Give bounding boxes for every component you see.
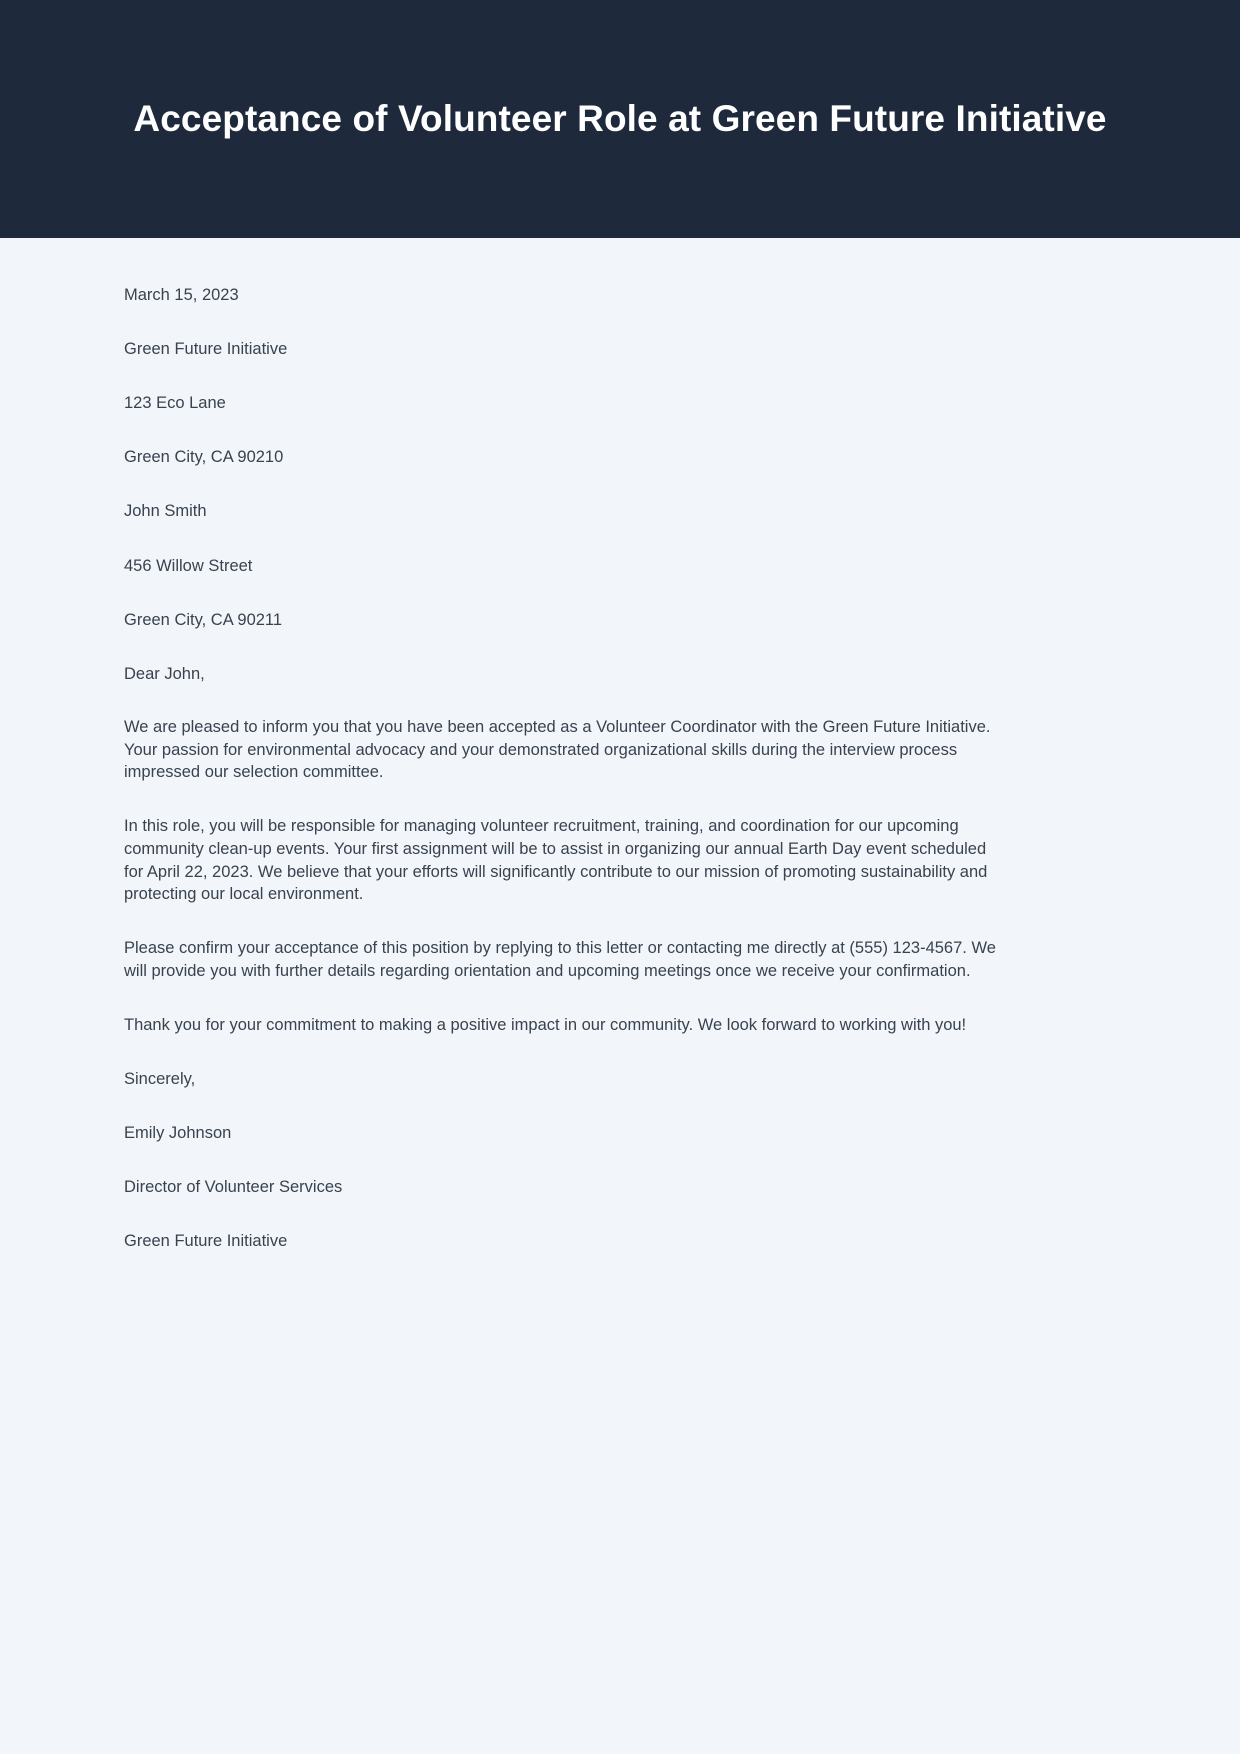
recipient-city-state-zip: Green City, CA 90211 bbox=[124, 610, 283, 629]
letter-paragraph-2: In this role, you will be responsible for managing volunteer recruitment, training, and coordination for our upcoming community clean-up events. Your first assignment will be to assist in organizing our annual Earth Day event scheduled for April 22, 2023. We believe that your efforts will significantly contribute to our mission of promoting sustainability and protecting our local environment. bbox=[124, 817, 988, 904]
letter-paragraph-3: Please confirm your acceptance of this position by replying to this letter or contacting me directly at (555) 123-4567. We will provide you with further details regarding orientation and upcoming meetings once we receive your confirmation. bbox=[124, 939, 996, 980]
document-header-band bbox=[0, 0, 1240, 238]
letter-paragraph-4: Thank you for your commitment to making a positive impact in our community. We look forward to working with you! bbox=[124, 1015, 967, 1034]
sender-organization: Green Future Initiative bbox=[124, 340, 288, 359]
letter-content bbox=[124, 284, 1004, 1252]
letter-date: March 15, 2023 bbox=[124, 286, 239, 304]
signature-organization: Green Future Initiative bbox=[124, 1231, 288, 1250]
letter-closing: Sincerely, bbox=[124, 1069, 196, 1088]
recipient-name: John Smith bbox=[124, 502, 207, 521]
sender-city-state-zip: Green City, CA 90210 bbox=[124, 448, 284, 467]
letter-salutation: Dear John, bbox=[124, 664, 205, 683]
sender-street: 123 Eco Lane bbox=[124, 394, 226, 413]
letter-paragraph-1: We are pleased to inform you that you have been accepted as a Volunteer Coordinator with the Green Future Initiative. Your passion for environmental advocacy and your demonstrated organizational skills during the interview process impressed our selection committee. bbox=[124, 717, 991, 782]
letter-body bbox=[0, 238, 1240, 1754]
signature-name: Emily Johnson bbox=[124, 1123, 232, 1142]
recipient-street: 456 Willow Street bbox=[124, 556, 253, 575]
signature-title: Director of Volunteer Services bbox=[124, 1177, 343, 1196]
page-title: Acceptance of Volunteer Role at Green Future Initiative bbox=[133, 97, 1107, 139]
